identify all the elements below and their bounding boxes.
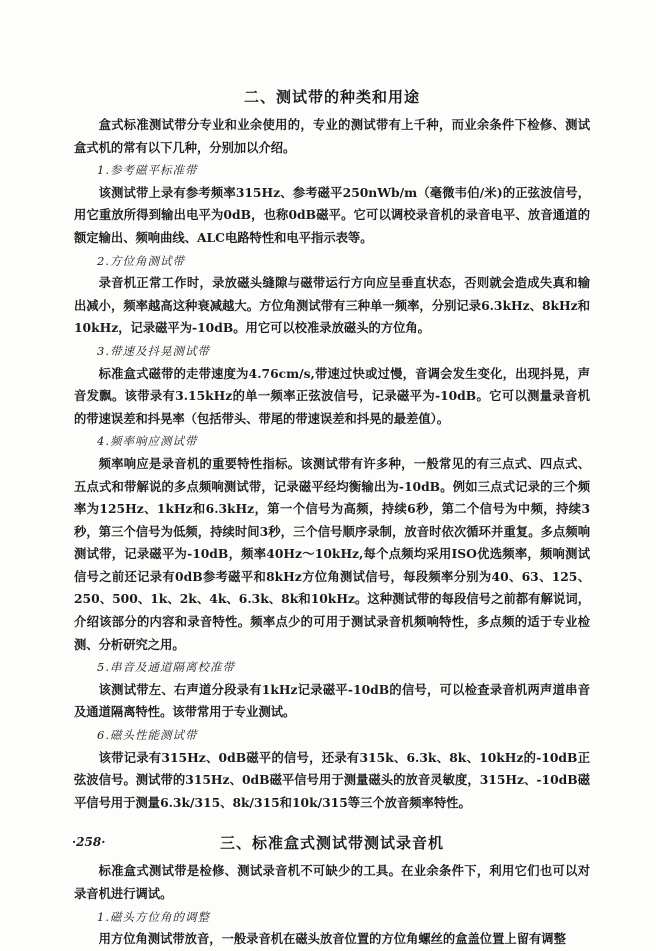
paragraph-3: 标准盒式磁带的走带速度为4.76cm/s,带速过快或过慢，音调会发生变化，出现抖晃，声音发飘。该带录有3.15kHz的单一频率正弦波信号，记录磁平为-10dB。它可以测量录音机的带速误差和抖晃率（包括带头、带尾的带速误差和抖晃的最差值）。 [74, 365, 590, 426]
subheading-6: 6.磁头性能测试带 [97, 728, 198, 743]
subheading-3: 3.带速及抖晃测试带 [97, 343, 210, 358]
subheading-s3-1: 1.磁头方位角的调整 [97, 909, 210, 924]
subheading-2: 2.方位角测试带 [97, 253, 185, 268]
paragraph-2: 录音机正常工作时，录放磁头缝隙与磁带运行方向应呈垂直状态，否则就会造成失真和输出减小，频率越高这种衰减越大。方位角测试带有三种单一频率，分别记录6.3kHz、8kHz和10kHz，记录磁平为-10dB。用它可以校准录放磁头的方位角。 [74, 275, 590, 336]
paragraph-5: 该测试带左、右声道分段录有1kHz记录磁平-10dB的信号，可以检查录音机两声道串音及通道隔离特性。该带常用于专业测试。 [74, 681, 590, 720]
section-2-intro: 盒式标准测试带分专业和业余使用的，专业的测试带有上千种，而业余条件下检修、测试盒式机的常有以下几种，分别加以介绍。 [74, 117, 590, 155]
section-3-intro: 标准盒式测试带是检修、测试录音机不可缺少的工具。在业余条件下，利用它们也可以对录音机进行调试。 [74, 863, 590, 901]
paragraph-s3-1: 用方位角测试带放音，一般录音机在磁头放音位置的方位角螺丝的盒盖位置上留有调整 [98, 931, 566, 947]
subheading-5: 5.串音及通道隔离校准带 [97, 660, 235, 675]
paragraph-4: 频率响应是录音机的重要特性指标。该测试带有许多种，一般常见的有三点式、四点式、五点式和带解说的多点频响测试带，记录磁平经均衡输出为-10dB。例如三点式记录的三个频率为125Hz、1kHz和6.3kHz，第一个信号为高频，持续6秒，第二个信号为中频，持续3秒，第三个信号为低频，持续时间3秒，三个信号顺序录制，放音时依次循环并重复。多点频响测试带，记录磁平为-10dB，频率40Hz～10kHz,每个点频均采用ISO优选频率，频响测试信号之前还记录有0dB参考磁平和8kHz方位角测试信号，每段频率分别为40、63、125、250、500、1k、2k、4k、6.3k、8k和10kHz。这种测试带的每段信号之前都有解说词，介绍该部分的内容和录音特性。频率点少的可用于测试录音机频响特性，多点频的适于专业检测、分析研究之用。 [74, 455, 590, 652]
section-2-title: 二、测试带的种类和用途 [243, 88, 420, 106]
page-number: ·258· [72, 835, 106, 849]
paragraph-1: 该测试带上录有参考频率315Hz、参考磁平250nWb/m（毫微韦伯/米)的正弦波信号，用它重放所得到输出电平为0dB，也称0dB磁平。它可以调校录音机的录音电平、放音通道的额定输出、频响曲线、ALC电路特性和电平指示表等。 [74, 184, 590, 245]
section-3-title: 三、标准盒式测试带测试录音机 [219, 834, 444, 853]
subheading-1: 1.参考磁平标准带 [97, 163, 198, 178]
paragraph-6: 该带记录有315Hz、0dB磁平的信号，还录有315k、6.3k、8k、10kHz的-10dB正弦波信号。测试带的315Hz、0dB磁平信号用于测量磁头的放音灵敏度，315Hz、-10dB磁平信号用于测量6.3k/315、8k/315和10k/315等三个放音频率特性。 [74, 749, 590, 810]
page-content [74, 86, 590, 951]
subheading-4: 4.频率响应测试带 [97, 434, 198, 449]
